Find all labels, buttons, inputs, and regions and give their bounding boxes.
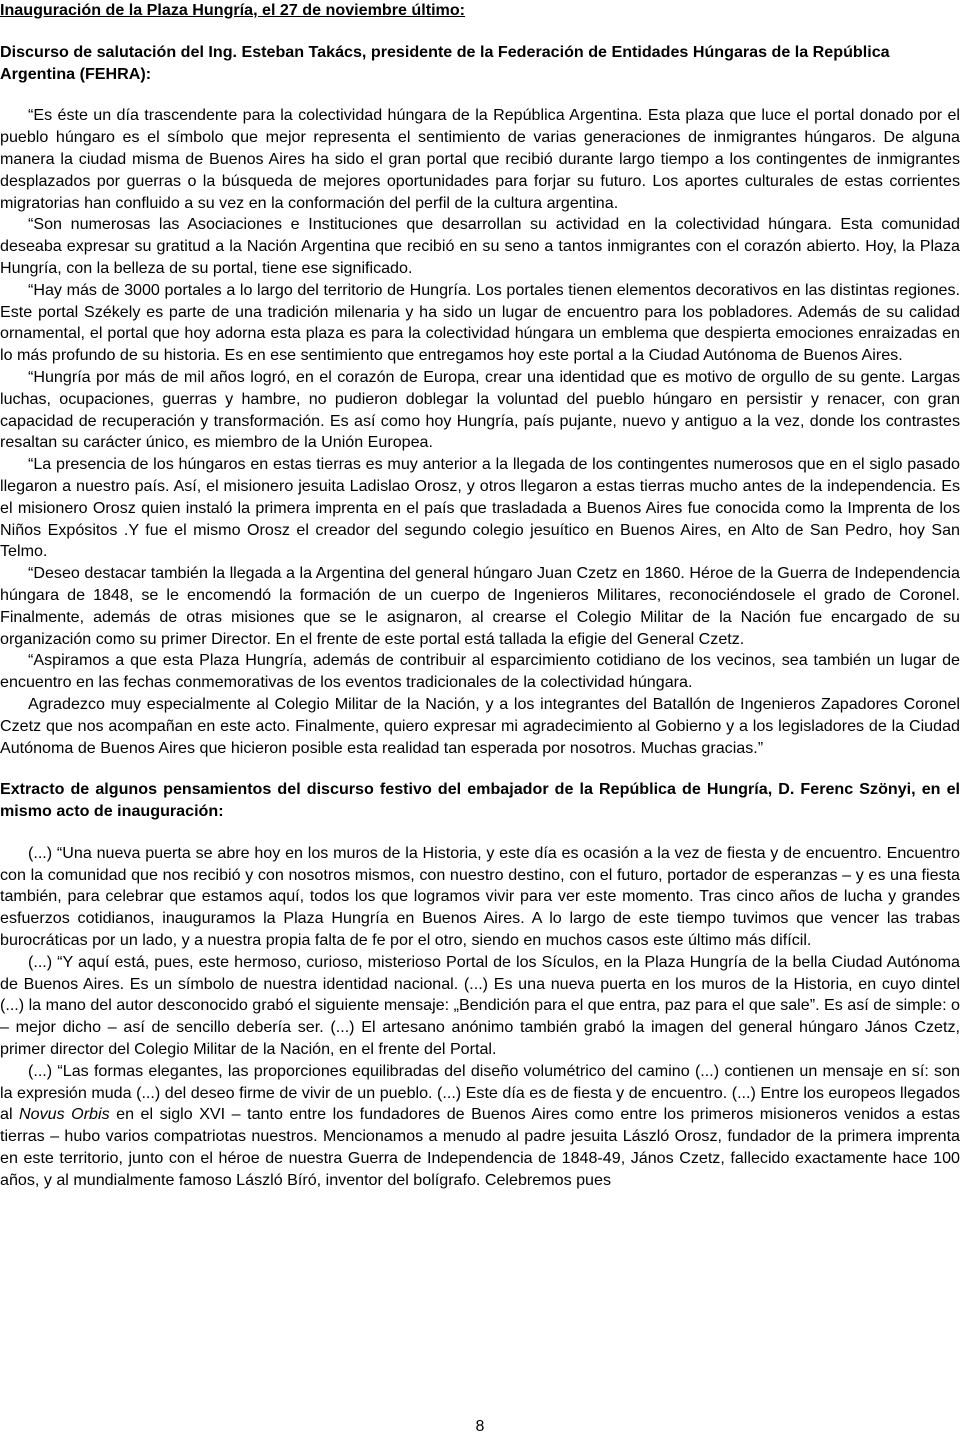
paragraph: “Es éste un día trascendente para la colectividad húngara de la República Argentina. Esta plaza que luce el portal donado por el pueblo húngaro es el símbolo que mejor representa el sentimiento de varias generaciones de inmigrantes húngaros. De alguna manera la ciudad misma de Buenos Aires ha sido el gran portal que recibió durante largo tiempo a los contingentes de inmigrantes desplazados por guerras o la búsqueda de mejores oportunidades para forjar su futuro. Los aportes culturales de estas corrientes migratorias han confluido a su vez en la conformación del perfil de la cultura argentina.	[0, 106, 960, 212]
speech2-heading: Extracto de algunos pensamientos del discurso festivo del embajador de la República de Hungría, D. Ferenc Szönyi, en el mismo acto de inauguración:	[0, 780, 960, 821]
paragraph: “Son numerosas las Asociaciones e Instituciones que desarrollan su actividad en la colectividad húngara. Esta comunidad deseaba expresar su gratitud a la Nación Argentina que recibió en su seno a tantos inmigrantes con el corazón abierto. Hoy, la Plaza Hungría, con la belleza de su portal, tiene ese significado.	[0, 215, 960, 277]
paragraph: “La presencia de los húngaros en estas tierras es muy anterior a la llegada de los contingentes numerosos que en el siglo pasado llegaron a nuestro país. Así, el misionero jesuita Ladislao Orosz, y otros llegaron a estas tierras mucho antes de la independencia. Es el misionero Orosz quien instaló la primera imprenta en el país que trasladada a Buenos Aires fue conocida como la Imprenta de los Niños Expósitos .Y fue el mismo Orosz el creador del segundo colegio jesuítico en Buenos Aires, en Alto de San Pedro, hoy San Telmo.	[0, 455, 960, 561]
paragraph: “Hay más de 3000 portales a lo largo del territorio de Hungría. Los portales tienen elementos decorativos en las distintas regiones. Este portal Székely es parte de una tradición milenaria y ha sido un lugar de encuentro para los pobladores. Además de su calidad ornamental, el portal que hoy adorna esta plaza es para la colectividad húngara un emblema que despierta emociones enraizadas en lo más profundo de su historia. Es en ese sentimiento que entregamos hoy este portal a la Ciudad Autónoma de Buenos Aires.	[0, 280, 960, 365]
speech1-heading: Discurso de salutación del Ing. Esteban Takács, presidente de la Federación de Entidades Húngaras de la República Argentina (FEHRA):	[0, 42, 890, 83]
paragraph: (...) “Una nueva puerta se abre hoy en los muros de la Historia, y este día es ocasión a la vez de fiesta y de encuentro. Encuentro con la comunidad que nos recibió y con nosotros mismos, con nuestro destino, con el futuro, portador de esperanzas – y es una fiesta también, para celebrar que estamos aquí, todos los que logramos vivir para ver este momento. Tras cinco años de lucha y grandes esfuerzos cotidianos, inauguramos la Plaza Hungría en Buenos Aires. A lo largo de este tiempo tuvimos que vencer las trabas burocráticas por un lado, y a nuestra propia falta de fe por el otro, siendo en muchos casos este último más difícil.	[0, 843, 960, 950]
paragraph: “Deseo destacar también la llegada a la Argentina del general húngaro Juan Czetz en 1860. Héroe de la Guerra de Independencia húngara de 1848, se le encomendó la formación de un cuerpo de Ingenieros Militares, reconociéndosele el grado de Coronel. Finalmente, además de otras misiones que se le asignaron, al crearse el Colegio Militar de la Nación fue encargado de su organización como su primer Director. En el frente de este portal está tallada la efigie del General Czetz.	[0, 564, 960, 648]
paragraph-text: (...) “Las formas elegantes, las proporciones equilibradas del diseño volumétrico del camino (...) contienen un mensaje en sí: son la expresión muda (...) del deseo firme de vivir de un pueblo. (...) Este día es de fiesta y de encuentro. (...) Entre los europeos llegados al	[0, 1061, 960, 1124]
paragraph-text: en el siglo XVI – tanto entre los fundadores de Buenos Aires como entre los primeros misioneros venidos a estas tierras – hubo varios compatriotas nuestros. Mencionamos a menudo al padre jesuita László Orosz, fundador de la primera imprenta en este territorio, junto con el héroe de nuestra Guerra de Independencia de 1848-49, János Czetz, fallecido exactamente hace 100 años, y al mundialmente famoso László Bíró, inventor del bolígrafo. Celebremos pues	[0, 1105, 960, 1189]
paragraph: “Hungría por más de mil años logró, en el corazón de Europa, crear una identidad que es motivo de orgullo de su gente. Largas luchas, ocupaciones, guerras y hambre, no pudieron doblegar la voluntad del pueblo húngaro en persistir y renacer, con gran capacidad de recuperación y transformación. Es así como hoy Hungría, país pujante, nuevo y antiguo a la vez, donde los contrastes resaltan su carácter único, es miembro de la Unión Europea.	[0, 367, 960, 452]
paragraph: (...) “Y aquí está, pues, este hermoso, curioso, misterioso Portal de los Sículos, en la Plaza Hungría de la bella Ciudad Autónoma de Buenos Aires. Es un símbolo de nuestra identidad nacional. (...) Es una nueva puerta en los muros de la Historia, en cuyo dintel (...) la mano del autor desconocido grabó el siguiente mensaje: „Bendición para el que entra, paz para el que sale”. Es así de simple: o – mejor dicho – así de sencillo debería ser. (...) El artesano anónimo también grabó la imagen del general húngaro János Czetz, primer director del Colegio Militar de la Nación, en el frente del Portal.	[0, 952, 960, 1059]
page-number: 8	[475, 1418, 485, 1435]
page-title: Inauguración de la Plaza Hungría, el 27 de noviembre último:	[0, 1, 466, 19]
paragraph	[0, 1061, 960, 1192]
paragraph: Agradezco muy especialmente al Colegio Militar de la Nación, y a los integrantes del Batallón de Ingenieros Zapadores Coronel Czetz que nos acompañan en este acto. Finalmente, quiero expresar mi agradecimiento al Gobierno y a los legisladores de la Ciudad Autónoma de Buenos Aires que hicieron posible esta realidad tan esperada por nosotros. Muchas gracias.”	[0, 694, 960, 757]
italic-phrase: Novus Orbis	[19, 1105, 110, 1124]
paragraph: “Aspiramos a que esta Plaza Hungría, además de contribuir al esparcimiento cotidiano de los vecinos, sea también un lugar de encuentro en las fechas conmemorativas de los eventos tradicionales de la colectividad húngara.	[0, 651, 960, 692]
